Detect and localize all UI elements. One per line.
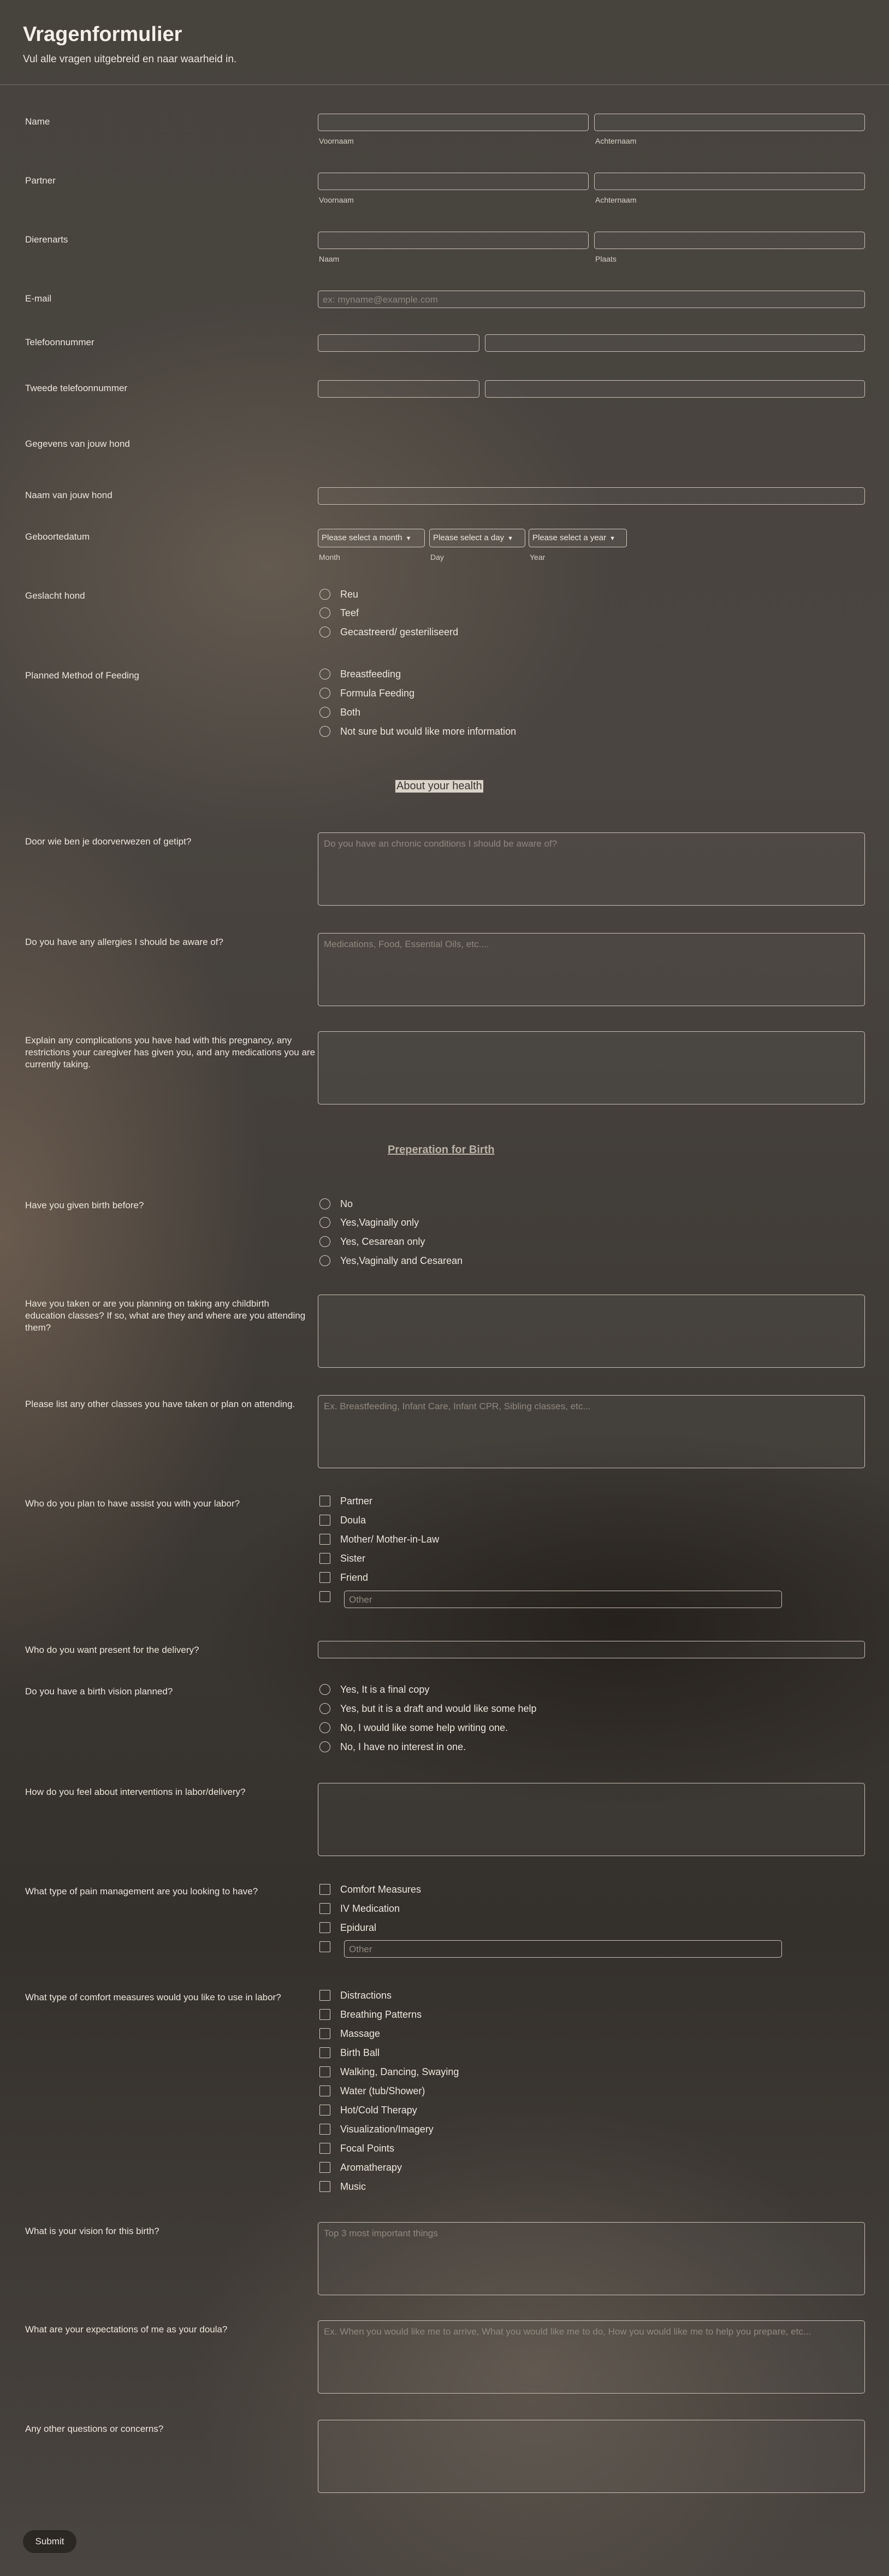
pain-other-option[interactable] xyxy=(319,1940,340,1954)
pain-other-input[interactable]: Other xyxy=(344,1940,782,1958)
month-select-value: Please select a month xyxy=(322,533,402,542)
partner-first-input[interactable] xyxy=(318,173,589,190)
phone-number-input[interactable] xyxy=(485,334,865,352)
radio-icon[interactable] xyxy=(319,1703,330,1714)
comfort-option[interactable] xyxy=(319,2026,380,2041)
day-sublabel: Day xyxy=(430,553,444,562)
assist-label: Who do you plan to have assist you with your labor? xyxy=(25,1498,240,1509)
option-label: Birth Ball xyxy=(340,2047,380,2058)
option-label: Yes, Cesarean only xyxy=(340,1236,425,1247)
birthdate-label: Geboortedatum xyxy=(25,531,90,542)
checkbox-icon[interactable] xyxy=(319,1884,330,1895)
pain-label: What type of pain management are you looking to have? xyxy=(25,1886,258,1896)
checkbox-icon[interactable] xyxy=(319,2085,330,2096)
option-label: No, I would like some help writing one. xyxy=(340,1722,508,1733)
checkbox-icon[interactable] xyxy=(319,2028,330,2039)
complications-textarea[interactable] xyxy=(318,1031,865,1104)
option-label: Yes,Vaginally and Cesarean xyxy=(340,1255,463,1266)
day-select[interactable] xyxy=(429,529,525,547)
phone-label: Telefoonnummer xyxy=(25,337,94,347)
first-name-sublabel: Voornaam xyxy=(319,137,354,145)
checkbox-icon[interactable] xyxy=(319,2124,330,2135)
checkbox-icon[interactable] xyxy=(319,1903,330,1914)
partner-label: Partner xyxy=(25,175,56,186)
questions-textarea[interactable] xyxy=(318,2420,865,2493)
complications-label: Explain any complications you have had with this pregnancy, any restrictions your caregiver has given you, and any medications you are currently taking. xyxy=(25,1035,316,1070)
year-select[interactable] xyxy=(529,529,627,547)
assist-option[interactable] xyxy=(319,1532,439,1546)
last-name-sublabel: Achternaam xyxy=(595,137,637,145)
radio-icon[interactable] xyxy=(319,1236,330,1247)
classes-label: Have you taken or are you planning on taking any childbirth education classes? If so, what are they and where are you attending them? xyxy=(25,1298,306,1333)
option-label: Teef xyxy=(340,607,359,618)
pain-option[interactable] xyxy=(319,1901,400,1916)
assist-option[interactable] xyxy=(319,1513,366,1527)
radio-icon[interactable] xyxy=(319,1741,330,1752)
radio-icon[interactable] xyxy=(319,1198,330,1209)
allergies-textarea[interactable]: Medications, Food, Essential Oils, etc.... xyxy=(318,933,865,1006)
given-birth-option[interactable] xyxy=(319,1234,425,1249)
section-heading-birth: Preperation for Birth xyxy=(388,1144,495,1156)
month-select[interactable] xyxy=(318,529,425,547)
first-name-input[interactable] xyxy=(318,114,589,131)
option-label: Doula xyxy=(340,1514,366,1526)
checkbox-icon[interactable] xyxy=(319,1572,330,1583)
vet-place-input[interactable] xyxy=(594,232,865,249)
partner-last-input[interactable] xyxy=(594,173,865,190)
checkbox-icon[interactable] xyxy=(319,1515,330,1526)
option-label: Distractions xyxy=(340,1989,392,2001)
questions-label: Any other questions or concerns? xyxy=(25,2424,164,2434)
checkbox-icon[interactable] xyxy=(319,2009,330,2020)
sex-option[interactable] xyxy=(319,587,358,601)
assist-other-option[interactable] xyxy=(319,1590,340,1604)
checkbox-icon[interactable] xyxy=(319,1534,330,1545)
checkbox-icon[interactable] xyxy=(319,1922,330,1933)
option-label: Yes,Vaginally only xyxy=(340,1216,419,1228)
feeding-option[interactable] xyxy=(319,667,401,681)
vision-plan-option[interactable] xyxy=(319,1721,508,1735)
form-header xyxy=(0,0,889,85)
option-label: Music xyxy=(340,2181,366,2192)
comfort-option[interactable] xyxy=(319,2007,422,2022)
option-label: Yes, but it is a draft and would like some help xyxy=(340,1703,537,1714)
radio-icon[interactable] xyxy=(319,669,330,680)
submit-button[interactable]: Submit xyxy=(23,2530,76,2553)
comfort-option[interactable] xyxy=(319,1988,392,2002)
option-label: No, I have no interest in one. xyxy=(340,1741,466,1752)
option-label: Aromatherapy xyxy=(340,2161,402,2173)
option-label: No xyxy=(340,1198,353,1209)
radio-icon[interactable] xyxy=(319,1255,330,1266)
dog-name-label: Naam van jouw hond xyxy=(25,490,112,500)
expectations-textarea[interactable]: Ex. When you would like me to arrive, What you would like me to do, How you would like me to help you prepare, etc... xyxy=(318,2320,865,2394)
allergies-label: Do you have any allergies I should be aware of? xyxy=(25,937,223,947)
sex-option[interactable] xyxy=(319,625,458,639)
expectations-label: What are your expectations of me as your doula? xyxy=(25,2324,228,2335)
vet-label: Dierenarts xyxy=(25,234,68,245)
option-label: Breastfeeding xyxy=(340,668,401,680)
checkbox-icon[interactable] xyxy=(319,2143,330,2154)
chevron-down-icon: ▼ xyxy=(609,535,615,542)
vision-plan-option[interactable] xyxy=(319,1740,466,1754)
option-label: Gecastreerd/ gesteriliseerd xyxy=(340,626,459,637)
option-label: Breathing Patterns xyxy=(340,2008,422,2020)
radio-icon[interactable] xyxy=(319,726,330,737)
chevron-down-icon: ▼ xyxy=(405,535,412,542)
year-select-value: Please select a year xyxy=(532,533,607,542)
comfort-option[interactable] xyxy=(319,2103,417,2117)
option-label: Focal Points xyxy=(340,2142,395,2154)
classes-textarea[interactable] xyxy=(318,1295,865,1368)
dog-info-heading: Gegevens van jouw hond xyxy=(25,439,130,449)
given-birth-label: Have you given birth before? xyxy=(25,1200,144,1210)
checkbox-icon[interactable] xyxy=(319,1990,330,2001)
option-label: Epidural xyxy=(340,1922,377,1933)
day-select-value: Please select a day xyxy=(433,533,505,542)
given-birth-option[interactable] xyxy=(319,1254,463,1268)
partner-last-sublabel: Achternaam xyxy=(595,196,637,204)
comfort-option[interactable] xyxy=(319,2160,402,2175)
radio-icon[interactable] xyxy=(319,1217,330,1228)
other-classes-label: Please list any other classes you have taken or plan on attending. xyxy=(25,1399,295,1409)
checkbox-icon[interactable] xyxy=(319,1941,330,1952)
assist-other-input[interactable]: Other xyxy=(344,1591,782,1608)
option-label: Yes, It is a final copy xyxy=(340,1683,430,1695)
vision-textarea[interactable]: Top 3 most important things xyxy=(318,2222,865,2295)
year-sublabel: Year xyxy=(530,553,546,562)
checkbox-icon[interactable] xyxy=(319,2162,330,2173)
radio-icon[interactable] xyxy=(319,589,330,600)
option-label: Formula Feeding xyxy=(340,687,415,699)
option-label: Not sure but would like more information xyxy=(340,725,517,737)
option-label: Visualization/Imagery xyxy=(340,2123,434,2135)
present-label: Who do you want present for the delivery? xyxy=(25,1645,199,1655)
checkbox-icon[interactable] xyxy=(319,1553,330,1564)
option-label: Walking, Dancing, Swaying xyxy=(340,2066,459,2077)
radio-icon[interactable] xyxy=(319,607,330,618)
feeding-option[interactable] xyxy=(319,686,414,700)
radio-icon[interactable] xyxy=(319,627,330,637)
comfort-option[interactable] xyxy=(319,2122,434,2136)
feeding-option[interactable] xyxy=(319,705,360,719)
phone2-number-input[interactable] xyxy=(485,380,865,398)
comfort-option[interactable] xyxy=(319,2141,394,2155)
sex-option[interactable] xyxy=(319,606,359,620)
option-label: Both xyxy=(340,706,361,718)
option-label: Sister xyxy=(340,1552,366,1564)
last-name-input[interactable] xyxy=(594,114,865,131)
checkbox-icon[interactable] xyxy=(319,2066,330,2077)
vision-plan-label: Do you have a birth vision planned? xyxy=(25,1686,173,1697)
vet-place-sublabel: Plaats xyxy=(595,255,617,263)
checkbox-icon[interactable] xyxy=(319,1591,330,1602)
checkbox-icon[interactable] xyxy=(319,2047,330,2058)
name-label: Name xyxy=(25,116,50,127)
sex-label: Geslacht hond xyxy=(25,590,85,601)
option-label: Partner xyxy=(340,1495,373,1506)
email-input[interactable]: ex: myname@example.com xyxy=(318,291,865,308)
vet-name-sublabel: Naam xyxy=(319,255,340,263)
vision-plan-option[interactable] xyxy=(319,1701,537,1716)
feeding-label: Planned Method of Feeding xyxy=(25,670,139,681)
given-birth-option[interactable] xyxy=(319,1215,419,1230)
assist-option[interactable] xyxy=(319,1570,368,1585)
form-title: Vragenformulier xyxy=(23,23,182,46)
comfort-option[interactable] xyxy=(319,2084,425,2098)
phone-area-input[interactable] xyxy=(318,334,479,352)
radio-icon[interactable] xyxy=(319,1684,330,1695)
option-label: Water (tub/Shower) xyxy=(340,2085,425,2096)
referred-textarea[interactable]: Do you have an chronic conditions I should be aware of? xyxy=(318,832,865,906)
option-label: Friend xyxy=(340,1571,369,1583)
comfort-option[interactable] xyxy=(319,2046,380,2060)
comfort-option[interactable] xyxy=(319,2065,459,2079)
other-classes-textarea[interactable]: Ex. Breastfeeding, Infant Care, Infant CPR, Sibling classes, etc... xyxy=(318,1395,865,1468)
form-subtitle: Vul alle vragen uitgebreid en naar waarheid in. xyxy=(23,54,237,65)
pain-option[interactable] xyxy=(319,1921,376,1935)
option-label: Mother/ Mother-in-Law xyxy=(340,1533,440,1545)
month-sublabel: Month xyxy=(319,553,340,562)
checkbox-icon[interactable] xyxy=(319,2105,330,2116)
option-label: Massage xyxy=(340,2028,381,2039)
section-heading-health: About your health xyxy=(396,780,482,792)
present-input[interactable] xyxy=(318,1641,865,1658)
checkbox-icon[interactable] xyxy=(319,1496,330,1506)
phone2-area-input[interactable] xyxy=(318,380,479,398)
radio-icon[interactable] xyxy=(319,688,330,699)
option-label: Reu xyxy=(340,588,359,600)
given-birth-option[interactable] xyxy=(319,1197,353,1211)
option-label: Hot/Cold Therapy xyxy=(340,2104,417,2116)
vision-plan-option[interactable] xyxy=(319,1682,429,1697)
assist-option[interactable] xyxy=(319,1551,365,1565)
option-label: IV Medication xyxy=(340,1903,400,1914)
chevron-down-icon: ▼ xyxy=(507,535,513,542)
phone2-label: Tweede telefoonnummer xyxy=(25,383,128,393)
referred-label: Door wie ben je doorverwezen of getipt? xyxy=(25,836,192,847)
feeding-option[interactable] xyxy=(319,724,516,738)
comfort-label: What type of comfort measures would you like to use in labor? xyxy=(25,1992,281,2002)
checkbox-icon[interactable] xyxy=(319,2181,330,2192)
interventions-label: How do you feel about interventions in labor/delivery? xyxy=(25,1787,246,1797)
interventions-textarea[interactable] xyxy=(318,1783,865,1856)
radio-icon[interactable] xyxy=(319,1722,330,1733)
vet-name-input[interactable] xyxy=(318,232,589,249)
partner-first-sublabel: Voornaam xyxy=(319,196,354,204)
assist-option[interactable] xyxy=(319,1494,372,1508)
email-label: E-mail xyxy=(25,293,52,304)
dog-name-input[interactable] xyxy=(318,487,865,505)
pain-option[interactable] xyxy=(319,1882,421,1896)
vision-label: What is your vision for this birth? xyxy=(25,2226,159,2236)
radio-icon[interactable] xyxy=(319,707,330,718)
option-label: Comfort Measures xyxy=(340,1883,422,1895)
comfort-option[interactable] xyxy=(319,2179,366,2194)
